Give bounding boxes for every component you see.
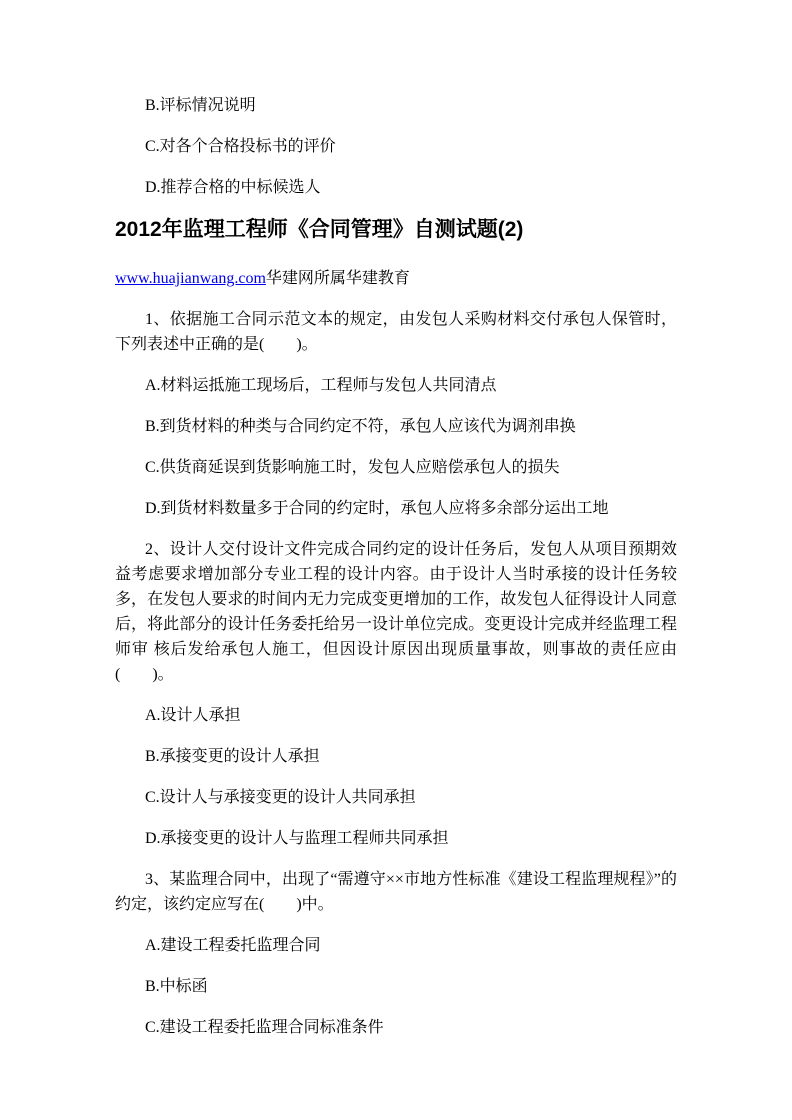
question-stem: 1、依据施工合同示范文本的规定，由发包人采购材料交付承包人保管时，下列表述中正确的是( )。 <box>115 311 677 353</box>
huajianwang-link[interactable]: www.huajianwang.com <box>115 270 266 287</box>
answer-option: C.供货商延误到货影响施工时，发包人应赔偿承包人的损失 <box>145 459 560 476</box>
answer-option: C.建设工程委托监理合同标准条件 <box>145 1019 384 1036</box>
answer-option: A.建设工程委托监理合同 <box>145 937 321 954</box>
source-suffix-text: 华建网所属华建教育 <box>265 270 410 287</box>
answer-option: C.对各个合格投标书的评价 <box>145 138 336 155</box>
answer-option: D.推荐合格的中标候选人 <box>145 179 321 196</box>
answer-option: D.承接变更的设计人与监理工程师共同承担 <box>145 830 449 847</box>
document-title: 2012年监理工程师《合同管理》自测试题(2) <box>115 218 524 241</box>
answer-option: B.承接变更的设计人承担 <box>145 748 320 765</box>
answer-option: B.到货材料的种类与合同约定不符，承包人应该代为调剂串换 <box>145 418 576 435</box>
answer-option: B.中标函 <box>145 978 208 995</box>
answer-option: D.到货材料数量多于合同的约定时，承包人应将多余部分运出工地 <box>145 500 609 517</box>
answer-option: C.设计人与承接变更的设计人共同承担 <box>145 789 416 806</box>
question-stem: 3、某监理合同中，出现了“需遵守××市地方性标准《建设工程监理规程》”的约定，该约定应写在( )中。 <box>115 871 677 913</box>
answer-option: A.设计人承担 <box>145 707 241 724</box>
answer-option: A.材料运抵施工现场后，工程师与发包人共同清点 <box>145 377 497 394</box>
question-stem: 2、设计人交付设计文件完成合同约定的设计任务后，发包人从项目预期效益考虑要求增加部分专业工程的设计内容。由于设计人当时承接的设计任务较多，在发包人要求的时间内无力完成变更增加的工作，故发包人征得设计人同意后，将此部分的设计任务委托给另一设计单位完成。变更设计完成并经监理工程师审 核后发给承包人施工，但因设计原因出现质量事故，则事故的责任应由( )。 <box>115 541 677 683</box>
source-line <box>115 266 677 291</box>
answer-option: B.评标情况说明 <box>145 97 256 114</box>
